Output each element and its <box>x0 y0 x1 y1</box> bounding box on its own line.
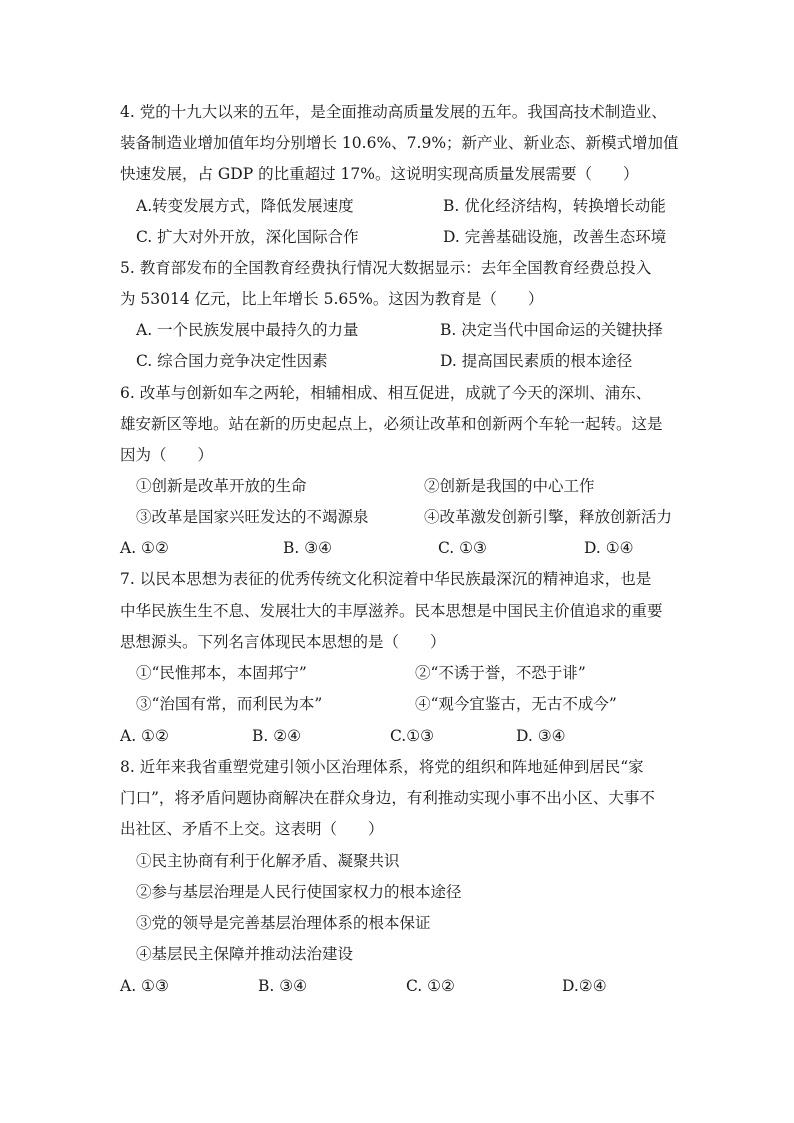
question-6-option-b: B. ③④ <box>283 539 333 557</box>
question-4-line-1: 4. 党的十九大以来的五年，是全面推动高质量发展的五年。我国高技术制造业、 <box>120 103 667 121</box>
question-7-statement-3: ③“治国有常，而利民为本” <box>136 695 323 713</box>
question-6-line-2: 雄安新区等地。站在新的历史起点上，必须让改革和创新两个车轮一起转。这是 <box>120 415 663 433</box>
question-6-statement-1: ①创新是改革开放的生命 <box>136 477 307 495</box>
question-6-line-3: 因为（ ） <box>120 446 214 464</box>
question-8-line-2: 门口”，将矛盾问题协商解决在群众身边，有利推动实现小事不出小区、大事不 <box>120 789 655 807</box>
question-8-statement-2: ②参与基层治理是人民行使国家权力的根本途径 <box>136 883 462 901</box>
question-4-option-d: D. 完善基础设施，改善生态环境 <box>443 228 667 246</box>
question-5-option-b: B. 决定当代中国命运的关键抉择 <box>440 321 663 339</box>
question-6-statement-3: ③改革是国家兴旺发达的不竭源泉 <box>136 508 369 526</box>
question-6-line-1: 6. 改革与创新如车之两轮，相辅相成、相互促进，成就了今天的深圳、浦东、 <box>120 384 652 402</box>
question-6-option-d: D. ①④ <box>584 539 634 557</box>
question-7-statement-1: ①“民惟邦本，本固邦宁” <box>136 664 307 682</box>
question-7-option-c: C.①③ <box>390 727 435 745</box>
question-7-option-a: A. ①② <box>120 727 169 745</box>
question-8-line-1: 8. 近年来我省重塑党建引领小区治理体系，将党的组织和阵地延伸到居民“家 <box>120 758 644 776</box>
question-8-option-a: A. ①③ <box>120 977 169 995</box>
question-7-line-3: 思想源头。下列名言体现民本思想的是（ ） <box>120 633 446 651</box>
question-7-option-d: D. ③④ <box>516 727 566 745</box>
question-5-line-2: 为 53014 亿元，比上年增长 5.65%。这因为教育是（ ） <box>120 290 544 308</box>
question-7-line-1: 7. 以民本思想为表征的优秀传统文化积淀着中华民族最深沉的精神追求，也是 <box>120 570 652 588</box>
question-7-statement-2: ②“不诱于誉，不恐于诽” <box>415 664 586 682</box>
question-4-option-c: C. 扩大对外开放，深化国际合作 <box>136 228 359 246</box>
question-7-statement-4: ④“观今宜鉴古，无古不成今” <box>415 695 617 713</box>
question-6-statement-2: ②创新是我国的中心工作 <box>424 477 595 495</box>
question-7-option-b: B. ②④ <box>252 727 302 745</box>
question-6-option-a: A. ①② <box>120 539 169 557</box>
question-8-statement-4: ④基层民主保障并推动法治建设 <box>136 945 354 963</box>
question-5-option-a: A. 一个民族发展中最持久的力量 <box>136 321 359 339</box>
question-4-option-a: A.转变发展方式，降低发展速度 <box>136 197 354 215</box>
question-8-line-3: 出社区、矛盾不上交。这表明（ ） <box>120 820 384 838</box>
question-6-statement-4: ④改革激发创新引擎，释放创新活力 <box>424 508 673 526</box>
question-6-option-c: C. ①③ <box>438 539 487 557</box>
question-5-option-c: C. 综合国力竞争决定性因素 <box>136 352 328 370</box>
question-5-line-1: 5. 教育部发布的全国教育经费执行情况大数据显示：去年全国教育经费总投入 <box>120 259 652 277</box>
question-4-line-3: 快速发展，占 GDP 的比重超过 17%。这说明实现高质量发展需要（ ） <box>120 165 639 183</box>
question-5-option-d: D. 提高国民素质的根本途径 <box>440 352 633 370</box>
question-4-line-2: 装备制造业增加值年均分别增长 10.6%、7.9%；新产业、新业态、新模式增加值 <box>120 134 679 152</box>
question-8-option-c: C. ①② <box>406 977 455 995</box>
question-8-statement-3: ③党的领导是完善基层治理体系的根本保证 <box>136 914 431 932</box>
question-8-option-b: B. ③④ <box>258 977 308 995</box>
question-8-statement-1: ①民主协商有利于化解矛盾、凝聚共识 <box>136 852 400 870</box>
question-8-option-d: D.②④ <box>562 977 607 995</box>
question-4-option-b: B. 优化经济结构，转换增长动能 <box>443 197 666 215</box>
question-7-line-2: 中华民族生生不息、发展壮大的丰厚滋养。民本思想是中国民主价值追求的重要 <box>120 602 663 620</box>
